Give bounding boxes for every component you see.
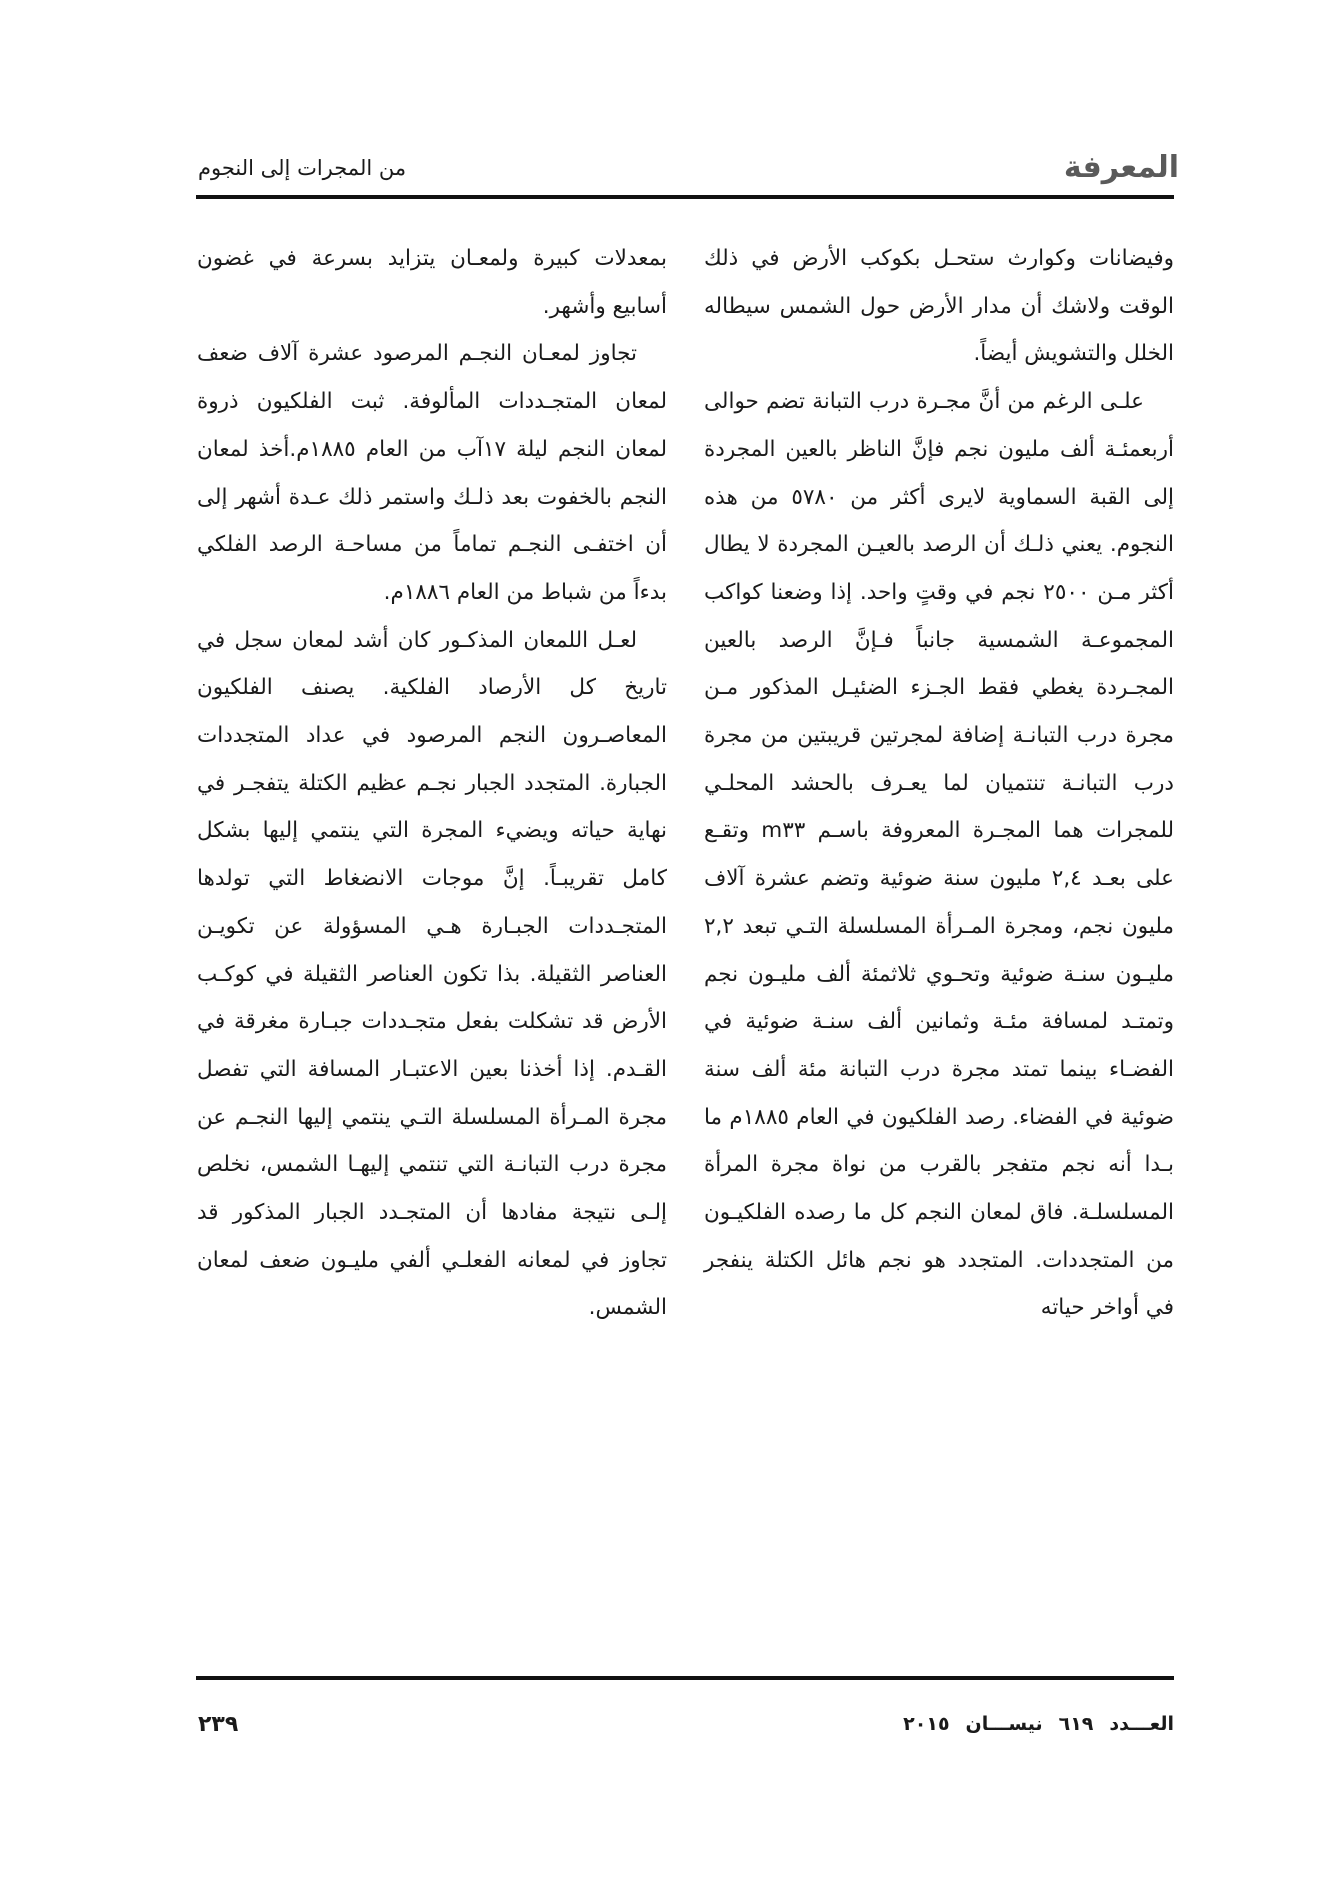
left-paragraph-1: بمعدلات كبيرة ولمعـان يتزايد بسرعة في غضون أسابيع وأشهر. xyxy=(197,246,667,319)
footer-rule xyxy=(196,1676,1174,1680)
magazine-logo: المعرفة xyxy=(1063,150,1179,185)
page-number: ٢٣٩ xyxy=(198,1712,239,1737)
issue-label: العـــدد xyxy=(1109,1713,1174,1735)
left-text-column xyxy=(197,235,667,1332)
issue-year: ٢٠١٥ xyxy=(903,1713,950,1735)
header-rule xyxy=(196,195,1174,199)
issue-month: نيســـان xyxy=(965,1713,1043,1735)
right-paragraph-1: وفيضانات وكوارث ستحـل بكوكب الأرض في ذلك الوقت ولاشك أن مدار الأرض حول الشمس سيطاله الخلل والتشويش أيضاً. xyxy=(704,246,1174,367)
section-title: من المجرات إلى النجوم xyxy=(198,156,407,180)
issue-number: ٦١٩ xyxy=(1058,1713,1094,1735)
right-paragraph-2: علـى الرغم من أنَّ مجـرة درب التبانة تضم حوالى أربعمئـة ألف مليون نجم فإنَّ الناظر بالعين المجردة إلى القبة السماوية لايرى أكثر من ٥٧٨٠ من هذه النجوم. يعني ذلـك أن الرصد بالعيـن المجردة لا يطال أكثر مـن ٢٥٠٠ نجم في وقتٍ واحد. إذا وضعنا كواكب المجموعـة الشمسية جانباً فـإنَّ الرصد بالعين المجـردة يغطي فقط الجـزء الضئيـل المذكور مـن مجرة درب التبانـة إضافة لمجرتين قريبتين من مجرة درب التبانـة تنتميان لما يعـرف بالحشد المحلـي للمجرات هما المجـرة المعروفة باسـم m٣٣ وتقـع على بعـد ٢,٤ مليون سنة ضوئية وتضم عشرة آلاف مليون نجم، ومجرة المـرأة المسلسلة التـي تبعد ٢,٢ مليـون سنـة ضوئية وتحـوي ثلاثمئة ألف مليـون نجم وتمتـد لمسافة مئـة وثمانين ألف سنـة ضوئية في الفضـاء بينما تمتد مجرة درب التبانة مئة ألف سنة ضوئية في الفضاء. رصد الفلكيون في العام ١٨٨٥م ما بـدا أنه نجم متفجر بالقرب من نواة مجرة المرأة المسلسلـة. فاق لمعان النجم كل ما رصده الفلكيـون من المتجددات. المتجدد هو نجم هائل الكتلة ينفجر في أواخر حياته xyxy=(704,389,1175,1321)
left-paragraph-2: تجاوز لمعـان النجـم المرصود عشرة آلاف ضعف لمعان المتجـددات المألوفة. ثبت الفلكيون ذروة لمعان النجم ليلة ١٧آب من العام ١٨٨٥م.أخذ لمعان النجم بالخفوت بعد ذلـك واستمر ذلك عـدة أشهر إلى أن اختفـى النجـم تماماً من مساحـة الرصد الفلكي بدءاً من شباط من العام ١٨٨٦م. xyxy=(197,341,668,605)
left-paragraph-3: لعـل اللمعان المذكـور كان أشد لمعان سجل في تاريخ كل الأرصاد الفلكية. يصنف الفلكيون المعاصـرون النجم المرصود في عداد المتجددات الجبارة. المتجدد الجبار نجـم عظيم الكتلة يتفجـر في نهاية حياته ويضيء المجرة التي ينتمي إليها بشكل كامل تقريبـاً. إنَّ موجات الانضغاط التي تولدها المتجـددات الجبـارة هـي المسؤولة عن تكويـن العناصر الثقيلة. بذا تكون العناصر الثقيلة في كوكـب الأرض قد تشكلت بفعل متجـددات جبـارة مغرقة في القـدم. إذا أخذنا بعين الاعتبـار المسافة التي تفصل مجرة المـرأة المسلسلة التـي ينتمي إليها النجـم عن مجرة درب التبانـة التي تنتمي إليهـا الشمس، نخلص إلـى نتيجة مفادها أن المتجـدد الجبار المذكور قد تجاوز في لمعانه الفعلـي ألفي مليـون ضعف لمعان الشمس. xyxy=(197,627,667,1321)
issue-info xyxy=(887,1713,1174,1735)
right-text-column xyxy=(704,235,1174,1332)
